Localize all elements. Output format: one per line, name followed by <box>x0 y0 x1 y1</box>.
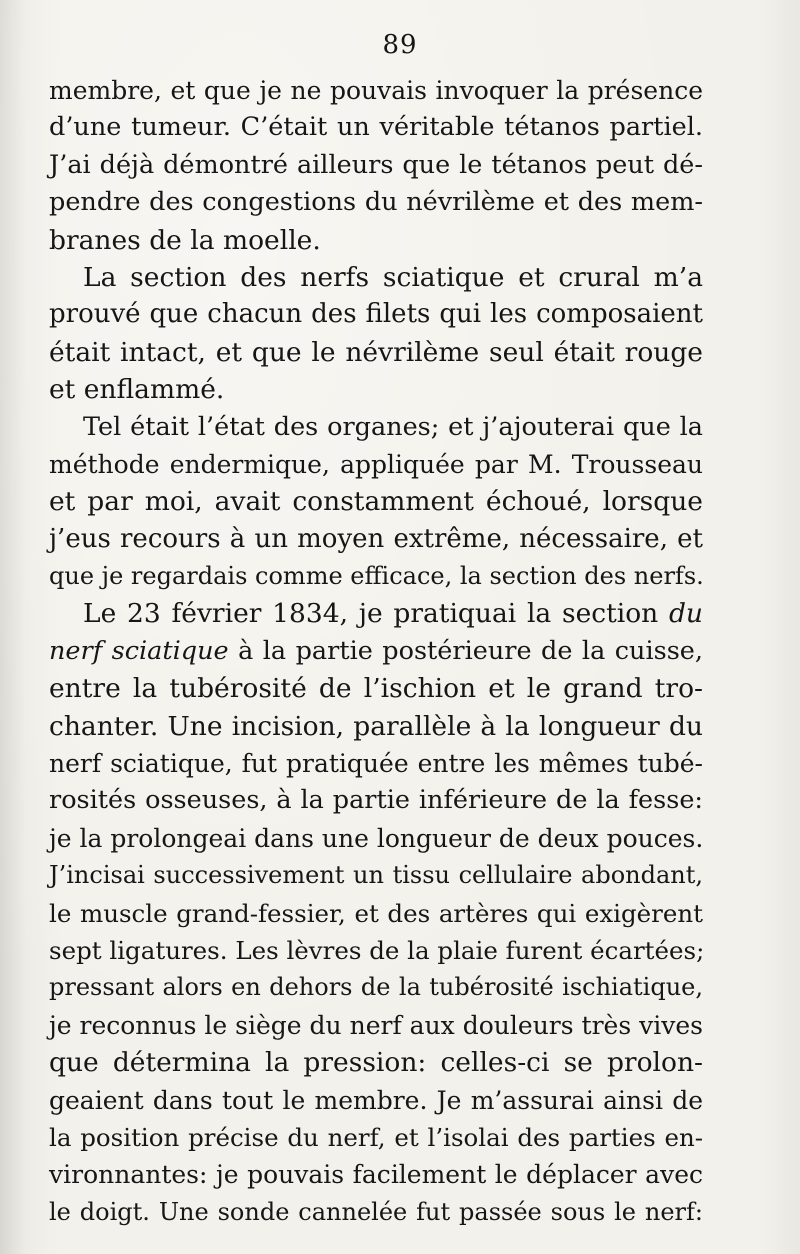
text-line: membre, et que je ne pouvais invoquer la présence <box>49 76 703 105</box>
text-line: J’ai déjà démontré ailleurs que le tétanos peut dé- <box>49 149 703 180</box>
text-line: méthode endermique, appliquée par M. Trousseau <box>49 449 703 479</box>
text-line <box>49 633 703 670</box>
text-line: je reconnus le siège du nerf aux douleurs très vives <box>49 1010 703 1040</box>
text-run: à la partie postérieure de la cuisse, <box>228 635 703 666</box>
text-line: et par moi, avait constamment échoué, lorsque <box>49 486 703 518</box>
text-line: la position précise du nerf, et l’isolai des parties en- <box>49 1122 703 1152</box>
text-line: j’eus recours à un moyen extrême, nécessaire, et <box>49 523 703 554</box>
text-line: J’incisai successivement un tissu cellulaire abondant, <box>49 861 703 890</box>
text-line: d’une tumeur. C’était un véritable tétanos partiel. <box>49 112 703 143</box>
paragraph-first-line: La section des nerfs sciatique et crural m’a <box>83 261 703 293</box>
text-line: prouvé que chacun des filets qui les composaient <box>49 299 703 330</box>
text-line: que je regardais comme efficace, la section des nerfs. <box>49 562 704 591</box>
text-line: le doigt. Une sonde cannelée fut passée sous le nerf: <box>49 1197 703 1226</box>
text-line: nerf sciatique, fut pratiquée entre les mêmes tubé- <box>49 749 703 779</box>
text-line: était intact, et que le névrilème seul était rouge <box>49 336 703 368</box>
text-line: entre la tubérosité de l’ischion et le grand tro- <box>49 673 703 705</box>
paragraph-first-line <box>49 595 703 632</box>
text-line: pressant alors en dehors de la tubérosité ischiatique, <box>49 973 703 1002</box>
text-run: Le 23 février 1834, je pratiquai la section <box>83 598 669 630</box>
text-line: le muscle grand-fessier, et des artères qui exigèrent <box>49 898 703 928</box>
text-line: vironnantes: je pouvais facilement le déplacer avec <box>49 1160 703 1190</box>
text-line: sept ligatures. Les lèvres de la plaie furent écartées; <box>49 935 705 965</box>
text-line: que détermina la pression: celles-ci se prolon- <box>49 1047 703 1079</box>
text-line: branes de la moelle. <box>49 224 321 256</box>
page-number: 89 <box>382 30 418 60</box>
body-text <box>49 72 703 1231</box>
text-line: geaient dans tout le membre. Je m’assurai ainsi de <box>49 1085 703 1115</box>
paragraph-first-line: Tel était l’état des organes; et j’ajouterai que la <box>83 411 703 442</box>
italic-text: du <box>668 598 703 630</box>
text-line: je la prolongeai dans une longueur de deux pouces. <box>49 823 704 853</box>
text-line: et enflammé. <box>49 374 225 406</box>
text-line: rosités osseuses, à la partie inférieure de la fesse: <box>49 785 703 816</box>
text-line: pendre des congestions du névrilème et des mem- <box>49 187 703 218</box>
text-line: chanter. Une incision, parallèle à la longueur du <box>49 710 703 742</box>
italic-text: nerf sciatique <box>49 635 229 666</box>
